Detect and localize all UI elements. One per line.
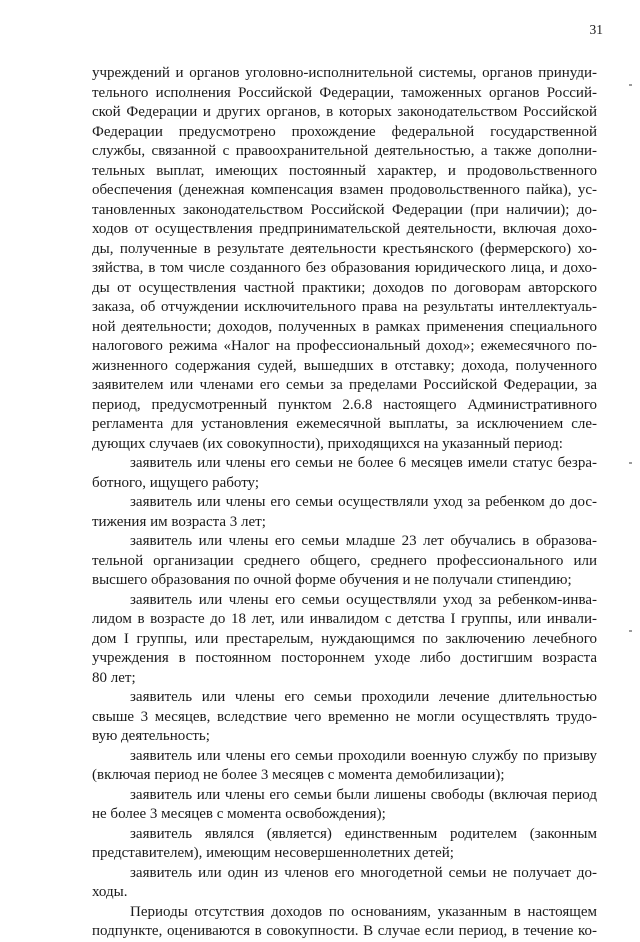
- text-line: заявитель или члены его семьи проходили лечение длительностью: [130, 689, 597, 705]
- text-line: заявитель или члены его семьи младше 23 лет обучались в образова-: [130, 533, 597, 549]
- page-number: 31: [589, 22, 603, 37]
- text-line: ходов от осуществления предпринимательской деятельности, включая дохо-: [92, 221, 597, 237]
- text-line: налогового режима «Налог на профессиональный доход»; ежемесячного по-: [92, 338, 597, 354]
- text-line: ходы.: [92, 884, 128, 900]
- text-line: представителем), имеющим несовершеннолетних детей;: [92, 845, 454, 861]
- text-line: период, предусмотренный пунктом 2.6.8 настоящего Административного: [92, 396, 597, 413]
- text-line: свыше 3 месяцев, вследствие чего временно не могли осуществлять трудо-: [92, 708, 597, 725]
- text-line: Федерации предусмотрено прохождение федеральной государственной: [92, 123, 597, 140]
- text-line: ской Федерации и других органов, в которых законодательством Российской: [92, 104, 597, 120]
- text-line: учреждения в постоянном постороннем уходе либо достигшим возраста: [92, 650, 597, 666]
- text-line: высшего образования по очной форме обучения и не получали стипендию;: [92, 572, 572, 588]
- text-line: обеспечения (денежная компенсация взамен продовольственного пайка), ус-: [92, 182, 597, 198]
- text-line: службы, связанной с правоохранительной деятельностью, а также дополни-: [92, 143, 597, 159]
- scan-mark: [629, 84, 632, 86]
- text-line: тельной организации среднего общего, среднего профессионального или: [92, 552, 597, 569]
- body-text: [92, 64, 597, 942]
- text-line: заявителем или членами его семьи за пределами Российской Федерации, за: [92, 377, 597, 393]
- text-line: заявитель или члены его семьи осуществляли уход за ребенком-инва-: [130, 591, 597, 608]
- scan-mark: [629, 630, 632, 632]
- text-line: зяйства, в том числе созданного без образования юридического лица, и дохо-: [92, 260, 597, 276]
- text-line: дом I группы, или престарелым, нуждающимся по заключению лечебного: [92, 630, 597, 647]
- text-line: ботного, ищущего работу;: [92, 474, 260, 491]
- text-line: лидом в возрасте до 18 лет, или инвалидом с детства I группы, или инвали-: [92, 611, 597, 627]
- text-line: регламента для установления ежемесячной выплаты, за исключением сле-: [92, 416, 597, 432]
- text-line: жизненного содержания судей, вышедших в отставку; дохода, полученного: [92, 357, 597, 374]
- text-line: заявитель или один из членов его многодетной семьи не получает до-: [130, 864, 597, 881]
- text-line: заявитель или члены его семьи были лишены свободы (включая период: [130, 786, 597, 803]
- text-line: (включая период не более 3 месяцев с момента демобилизации);: [92, 767, 505, 783]
- text-line: тижения им возраста 3 лет;: [92, 513, 266, 530]
- text-line: заявитель или члены его семьи осуществляли уход за ребенком до дос-: [130, 494, 597, 510]
- scan-mark: [629, 462, 632, 464]
- text-line: не более 3 месяцев с момента освобождения);: [92, 806, 386, 822]
- text-line: 80 лет;: [92, 669, 136, 686]
- text-line: заявитель являлся (является) единственным родителем (законным: [130, 825, 597, 842]
- text-line: ды от осуществления частной практики; доходов по договорам авторского: [92, 279, 597, 296]
- text-line: заявитель или члены его семьи проходили военную службу по призыву: [130, 747, 597, 764]
- text-line: тановленных законодательством Российской Федерации (при наличии); до-: [92, 201, 597, 218]
- text-line: вую деятельность;: [92, 728, 210, 744]
- text-line: тельных выплат, имеющих постоянный характер, и продовольственного: [92, 162, 597, 179]
- text-line: дующих случаев (их совокупности), приходящихся на указанный период:: [92, 435, 563, 452]
- text-line: заказа, об отчуждении исключительного права на результаты интеллектуаль-: [92, 299, 597, 315]
- text-line: учреждений и органов уголовно-исполнительной системы, органов принуди-: [92, 65, 597, 81]
- text-line: заявитель или члены его семьи не более 6 месяцев имели статус безра-: [130, 455, 597, 471]
- text-line: ной деятельности; доходов, полученных в рамках применения специального: [92, 318, 597, 335]
- text-line: ды, полученные в результате деятельности крестьянского (фермерского) хо-: [92, 240, 597, 257]
- text-line: Периоды отсутствия доходов по основаниям, указанным в настоящем: [130, 903, 597, 920]
- text-line: тельного исполнения Российской Федерации, таможенных органов Россий-: [92, 84, 597, 101]
- text-line: подпункте, оцениваются в совокупности. В случае если период, в течение ко-: [92, 923, 597, 939]
